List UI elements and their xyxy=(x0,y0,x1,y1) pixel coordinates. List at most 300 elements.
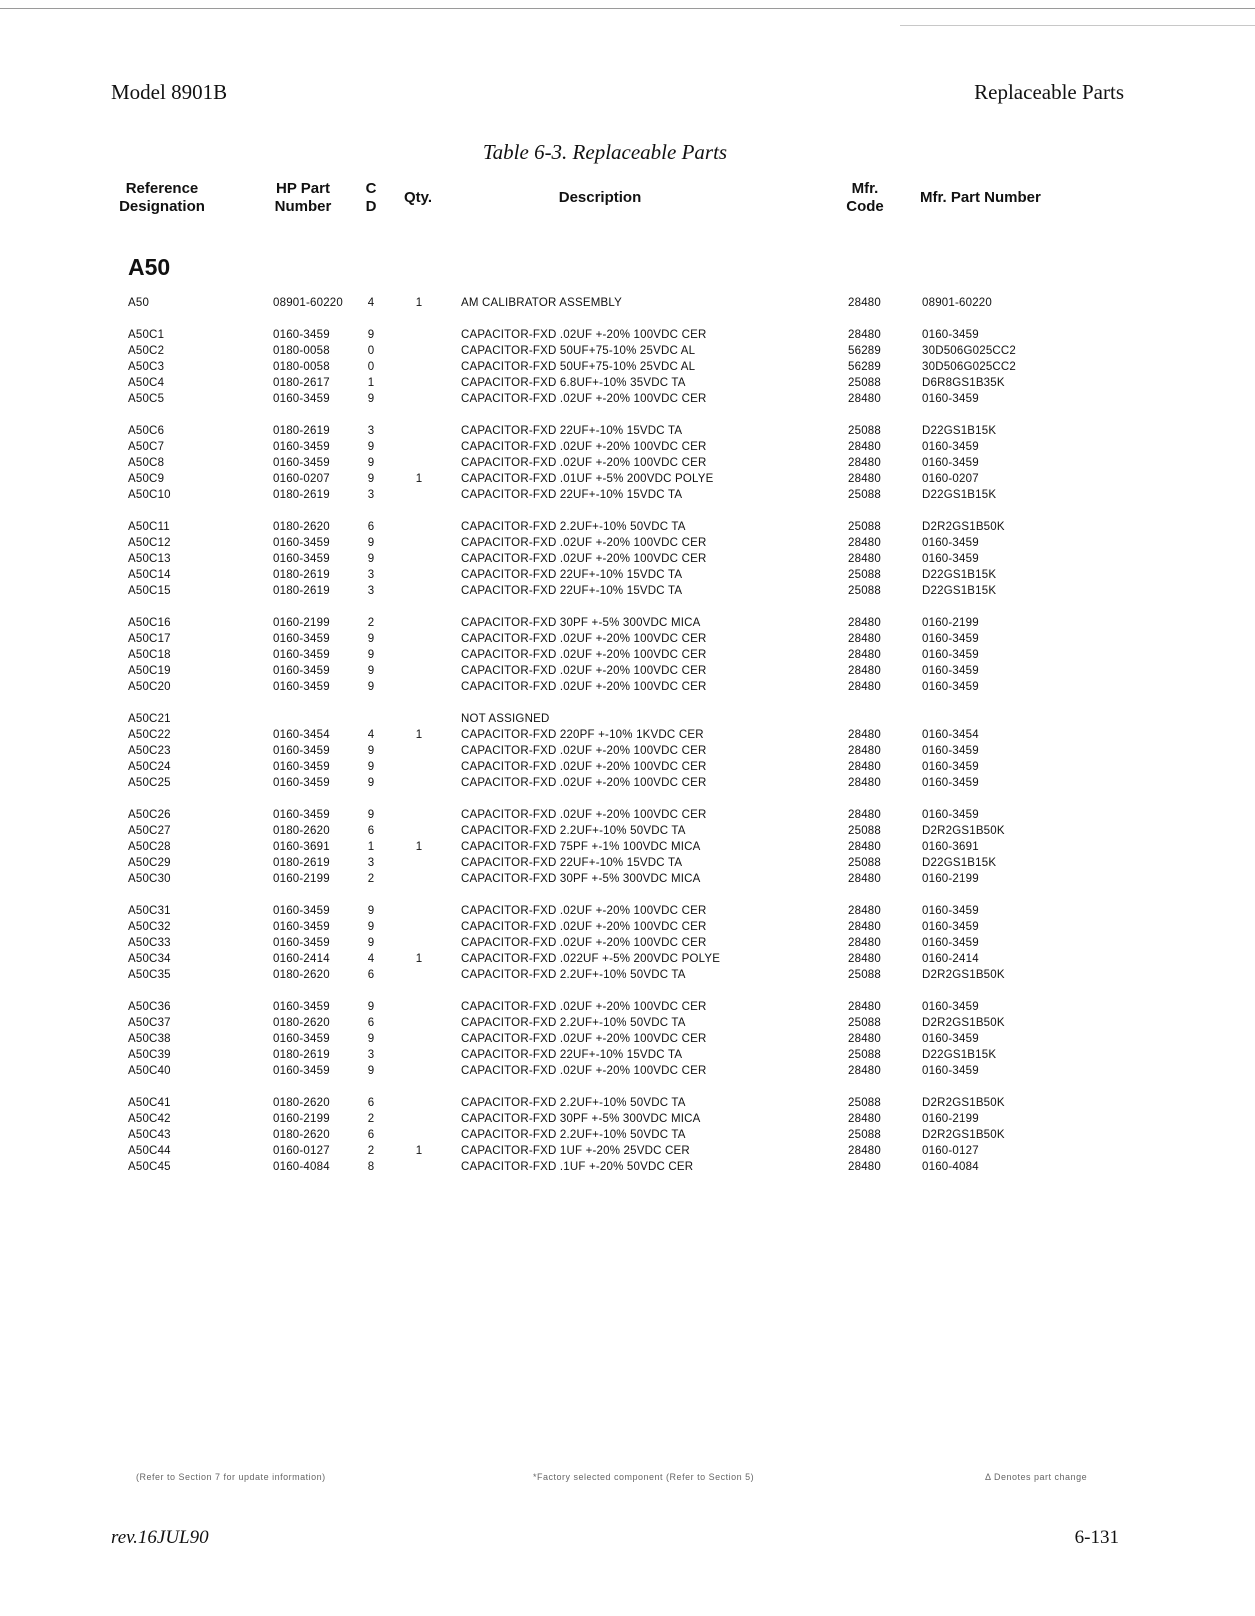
table-row xyxy=(0,663,1255,679)
check-digit: 4 xyxy=(367,953,375,965)
mfr-code: 25088 xyxy=(848,969,881,981)
mfr-part-number: 0160-3459 xyxy=(922,393,979,405)
mfr-code: 28480 xyxy=(848,649,881,661)
mfr-part-number: D22GS1B15K xyxy=(922,425,997,437)
check-digit: 9 xyxy=(367,809,375,821)
description: CAPACITOR-FXD .02UF +-20% 100VDC CER xyxy=(461,905,707,917)
table-row xyxy=(0,615,1255,631)
mfr-part-number: D2R2GS1B50K xyxy=(922,969,1005,981)
description: CAPACITOR-FXD 2.2UF+-10% 50VDC TA xyxy=(461,1129,686,1141)
table-row xyxy=(0,455,1255,471)
mfr-code: 25088 xyxy=(848,1129,881,1141)
table-row xyxy=(0,935,1255,951)
reference-designation: A50C35 xyxy=(128,969,171,981)
check-digit: 6 xyxy=(367,1097,375,1109)
mfr-code: 25088 xyxy=(848,377,881,389)
hp-part-number: 0160-3459 xyxy=(273,937,330,949)
header-section: Replaceable Parts xyxy=(974,80,1124,104)
reference-designation: A50C25 xyxy=(128,777,171,789)
description: CAPACITOR-FXD 75PF +-1% 100VDC MICA xyxy=(461,841,701,853)
hp-part-number: 0180-2619 xyxy=(273,1049,330,1061)
mfr-code: 28480 xyxy=(848,633,881,645)
table-row xyxy=(0,375,1255,391)
mfr-code: 25088 xyxy=(848,1049,881,1061)
footnote-factory-selected: *Factory selected component (Refer to Section 5) xyxy=(533,1472,755,1482)
check-digit: 2 xyxy=(367,1145,375,1157)
parts-list xyxy=(0,295,1255,1175)
mfr-part-number: D2R2GS1B50K xyxy=(922,1017,1005,1029)
quantity: 1 xyxy=(415,1145,423,1157)
reference-designation: A50C26 xyxy=(128,809,171,821)
hp-part-number: 0160-3459 xyxy=(273,553,330,565)
quantity: 1 xyxy=(415,729,423,741)
reference-designation: A50C45 xyxy=(128,1161,171,1173)
table-row xyxy=(0,1111,1255,1127)
hp-part-number: 0160-3459 xyxy=(273,633,330,645)
mfr-code: 25088 xyxy=(848,521,881,533)
hp-part-number: 0160-3459 xyxy=(273,393,330,405)
mfr-part-number: D22GS1B15K xyxy=(922,1049,997,1061)
hp-part-number: 0160-2199 xyxy=(273,617,330,629)
check-digit: 3 xyxy=(367,489,375,501)
check-digit: 0 xyxy=(367,345,375,357)
reference-designation: A50C9 xyxy=(128,473,165,485)
table-row xyxy=(0,647,1255,663)
footer-revision: rev.16JUL90 xyxy=(111,1527,209,1548)
reference-designation: A50C17 xyxy=(128,633,171,645)
mfr-part-number: 0160-3459 xyxy=(922,633,979,645)
description: CAPACITOR-FXD .02UF +-20% 100VDC CER xyxy=(461,1001,707,1013)
table-row xyxy=(0,583,1255,599)
hp-part-number: 0160-3459 xyxy=(273,777,330,789)
reference-designation: A50C32 xyxy=(128,921,171,933)
description: CAPACITOR-FXD .02UF +-20% 100VDC CER xyxy=(461,393,707,405)
mfr-part-number: 0160-0207 xyxy=(922,473,979,485)
mfr-part-number: 0160-3459 xyxy=(922,1001,979,1013)
table-row xyxy=(0,855,1255,871)
table-row xyxy=(0,343,1255,359)
mfr-code: 28480 xyxy=(848,809,881,821)
description: CAPACITOR-FXD .02UF +-20% 100VDC CER xyxy=(461,1065,707,1077)
table-row xyxy=(0,951,1255,967)
description: CAPACITOR-FXD .02UF +-20% 100VDC CER xyxy=(461,441,707,453)
hp-part-number: 0160-3459 xyxy=(273,1033,330,1045)
description: CAPACITOR-FXD 50UF+75-10% 25VDC AL xyxy=(461,345,696,357)
description: NOT ASSIGNED xyxy=(461,713,550,725)
mfr-part-number: D6R8GS1B35K xyxy=(922,377,1005,389)
hp-part-number: 0160-2199 xyxy=(273,873,330,885)
mfr-part-number: 0160-3459 xyxy=(922,809,979,821)
check-digit: 6 xyxy=(367,521,375,533)
reference-designation: A50C44 xyxy=(128,1145,171,1157)
hp-part-number: 0180-2620 xyxy=(273,969,330,981)
table-row xyxy=(0,1095,1255,1111)
reference-designation: A50C27 xyxy=(128,825,171,837)
reference-designation: A50C29 xyxy=(128,857,171,869)
hp-part-number: 0160-3459 xyxy=(273,329,330,341)
table-row xyxy=(0,967,1255,983)
reference-designation: A50C31 xyxy=(128,905,171,917)
reference-designation: A50C10 xyxy=(128,489,171,501)
mfr-part-number: D2R2GS1B50K xyxy=(922,825,1005,837)
mfr-code: 28480 xyxy=(848,617,881,629)
mfr-code: 28480 xyxy=(848,681,881,693)
hp-part-number: 0180-2620 xyxy=(273,521,330,533)
mfr-code: 28480 xyxy=(848,921,881,933)
hp-part-number: 0160-3459 xyxy=(273,457,330,469)
table-row xyxy=(0,1015,1255,1031)
mfr-part-number: 0160-3459 xyxy=(922,1065,979,1077)
hp-part-number: 0180-2619 xyxy=(273,425,330,437)
check-digit: 3 xyxy=(367,585,375,597)
hp-part-number: 0160-3459 xyxy=(273,665,330,677)
mfr-code: 28480 xyxy=(848,1033,881,1045)
mfr-part-number: 0160-2414 xyxy=(922,953,979,965)
col-header-mfr-code-line1: Mfr. xyxy=(851,180,879,197)
hp-part-number: 0160-2199 xyxy=(273,1113,330,1125)
table-title: Table 6-3. Replaceable Parts xyxy=(482,140,728,164)
description: CAPACITOR-FXD .02UF +-20% 100VDC CER xyxy=(461,761,707,773)
table-row xyxy=(0,519,1255,535)
mfr-code: 56289 xyxy=(848,345,881,357)
check-digit: 9 xyxy=(367,633,375,645)
col-header-mfr-code xyxy=(835,180,895,216)
check-digit: 6 xyxy=(367,969,375,981)
check-digit: 9 xyxy=(367,1065,375,1077)
table-row xyxy=(0,551,1255,567)
description: CAPACITOR-FXD 30PF +-5% 300VDC MICA xyxy=(461,617,701,629)
description: CAPACITOR-FXD 1UF +-20% 25VDC CER xyxy=(461,1145,690,1157)
check-digit: 6 xyxy=(367,825,375,837)
page-number: 6-131 xyxy=(1074,1527,1119,1548)
mfr-code: 28480 xyxy=(848,761,881,773)
reference-designation: A50C15 xyxy=(128,585,171,597)
description: CAPACITOR-FXD 2.2UF+-10% 50VDC TA xyxy=(461,969,686,981)
description: CAPACITOR-FXD .02UF +-20% 100VDC CER xyxy=(461,553,707,565)
hp-part-number: 0160-3459 xyxy=(273,1001,330,1013)
check-digit: 8 xyxy=(367,1161,375,1173)
mfr-code: 25088 xyxy=(848,1017,881,1029)
reference-designation: A50C43 xyxy=(128,1129,171,1141)
reference-designation: A50C41 xyxy=(128,1097,171,1109)
table-row xyxy=(0,679,1255,695)
mfr-code: 56289 xyxy=(848,361,881,373)
table-row xyxy=(0,775,1255,791)
col-header-mfr-code-line2: Code xyxy=(846,198,884,215)
table-row xyxy=(0,807,1255,823)
table-row xyxy=(0,823,1255,839)
table-row xyxy=(0,759,1255,775)
reference-designation: A50C22 xyxy=(128,729,171,741)
reference-designation: A50C3 xyxy=(128,361,165,373)
check-digit: 9 xyxy=(367,553,375,565)
check-digit: 2 xyxy=(367,1113,375,1125)
description: CAPACITOR-FXD 22UF+-10% 15VDC TA xyxy=(461,585,683,597)
check-digit: 9 xyxy=(367,649,375,661)
col-header-hp-part-line1: HP Part xyxy=(276,180,330,197)
mfr-part-number: D2R2GS1B50K xyxy=(922,1097,1005,1109)
hp-part-number: 0180-2620 xyxy=(273,1017,330,1029)
hp-part-number: 0180-2619 xyxy=(273,569,330,581)
mfr-code: 25088 xyxy=(848,857,881,869)
check-digit: 9 xyxy=(367,1033,375,1045)
mfr-part-number: 0160-3459 xyxy=(922,457,979,469)
mfr-part-number: 0160-3459 xyxy=(922,777,979,789)
mfr-part-number: 0160-3459 xyxy=(922,649,979,661)
description: CAPACITOR-FXD 2.2UF+-10% 50VDC TA xyxy=(461,1097,686,1109)
reference-designation: A50C24 xyxy=(128,761,171,773)
mfr-part-number: 0160-4084 xyxy=(922,1161,979,1173)
mfr-code: 28480 xyxy=(848,457,881,469)
mfr-code: 28480 xyxy=(848,441,881,453)
check-digit: 9 xyxy=(367,681,375,693)
description: CAPACITOR-FXD 22UF+-10% 15VDC TA xyxy=(461,857,683,869)
hp-part-number: 08901-60220 xyxy=(273,297,343,309)
hp-part-number: 0160-3459 xyxy=(273,441,330,453)
check-digit: 9 xyxy=(367,537,375,549)
col-header-cd-line2: D xyxy=(365,198,377,215)
mfr-part-number: D2R2GS1B50K xyxy=(922,1129,1005,1141)
hp-part-number: 0180-2620 xyxy=(273,1129,330,1141)
mfr-code: 28480 xyxy=(848,729,881,741)
check-digit: 9 xyxy=(367,441,375,453)
hp-part-number: 0160-3459 xyxy=(273,537,330,549)
mfr-code: 28480 xyxy=(848,745,881,757)
reference-designation: A50C6 xyxy=(128,425,165,437)
reference-designation: A50C7 xyxy=(128,441,165,453)
mfr-part-number: 0160-3459 xyxy=(922,537,979,549)
description: AM CALIBRATOR ASSEMBLY xyxy=(461,297,622,309)
mfr-part-number: 0160-3459 xyxy=(922,553,979,565)
top-rule xyxy=(0,8,1255,9)
description: CAPACITOR-FXD .02UF +-20% 100VDC CER xyxy=(461,777,707,789)
header-model: Model 8901B xyxy=(111,80,228,104)
reference-designation: A50C28 xyxy=(128,841,171,853)
description: CAPACITOR-FXD 2.2UF+-10% 50VDC TA xyxy=(461,1017,686,1029)
mfr-code: 28480 xyxy=(848,393,881,405)
table-row xyxy=(0,711,1255,727)
hp-part-number: 0160-3454 xyxy=(273,729,330,741)
mfr-code: 28480 xyxy=(848,841,881,853)
reference-designation: A50C40 xyxy=(128,1065,171,1077)
mfr-code: 25088 xyxy=(848,569,881,581)
hp-part-number: 0160-4084 xyxy=(273,1161,330,1173)
reference-designation: A50C4 xyxy=(128,377,165,389)
hp-part-number: 0160-3459 xyxy=(273,761,330,773)
table-row xyxy=(0,999,1255,1015)
mfr-code: 25088 xyxy=(848,1097,881,1109)
col-header-qty: Qty. xyxy=(403,189,433,206)
table-row xyxy=(0,295,1255,311)
col-header-cd xyxy=(361,180,381,216)
check-digit: 6 xyxy=(367,1129,375,1141)
quantity: 1 xyxy=(415,841,423,853)
mfr-part-number: 0160-2199 xyxy=(922,617,979,629)
description: CAPACITOR-FXD .02UF +-20% 100VDC CER xyxy=(461,457,707,469)
mfr-part-number: 0160-3459 xyxy=(922,329,979,341)
description: CAPACITOR-FXD 2.2UF+-10% 50VDC TA xyxy=(461,825,686,837)
section-title: A50 xyxy=(128,254,171,280)
reference-designation: A50C1 xyxy=(128,329,165,341)
check-digit: 9 xyxy=(367,761,375,773)
mfr-part-number: 0160-3459 xyxy=(922,1033,979,1045)
hp-part-number: 0160-0127 xyxy=(273,1145,330,1157)
check-digit: 9 xyxy=(367,921,375,933)
table-row xyxy=(0,727,1255,743)
description: CAPACITOR-FXD 2.2UF+-10% 50VDC TA xyxy=(461,521,686,533)
description: CAPACITOR-FXD .02UF +-20% 100VDC CER xyxy=(461,681,707,693)
mfr-part-number: D22GS1B15K xyxy=(922,569,997,581)
description: CAPACITOR-FXD .02UF +-20% 100VDC CER xyxy=(461,649,707,661)
mfr-part-number: 0160-0127 xyxy=(922,1145,979,1157)
check-digit: 2 xyxy=(367,873,375,885)
table-row xyxy=(0,871,1255,887)
table-row xyxy=(0,423,1255,439)
hp-part-number: 0160-3459 xyxy=(273,905,330,917)
check-digit: 9 xyxy=(367,665,375,677)
description: CAPACITOR-FXD 220PF +-10% 1KVDC CER xyxy=(461,729,704,741)
description: CAPACITOR-FXD 22UF+-10% 15VDC TA xyxy=(461,489,683,501)
check-digit: 9 xyxy=(367,1001,375,1013)
mfr-part-number: D22GS1B15K xyxy=(922,489,997,501)
hp-part-number: 0180-2619 xyxy=(273,489,330,501)
col-header-cd-line1: C xyxy=(365,180,377,197)
table-row xyxy=(0,1127,1255,1143)
reference-designation: A50C12 xyxy=(128,537,171,549)
check-digit: 9 xyxy=(367,745,375,757)
mfr-part-number: 0160-3459 xyxy=(922,681,979,693)
mfr-code: 28480 xyxy=(848,1113,881,1125)
description: CAPACITOR-FXD .02UF +-20% 100VDC CER xyxy=(461,537,707,549)
mfr-code: 28480 xyxy=(848,777,881,789)
mfr-code: 28480 xyxy=(848,953,881,965)
check-digit: 1 xyxy=(367,377,375,389)
mfr-code: 28480 xyxy=(848,553,881,565)
mfr-code: 28480 xyxy=(848,937,881,949)
hp-part-number: 0160-3691 xyxy=(273,841,330,853)
mfr-code: 28480 xyxy=(848,297,881,309)
mfr-part-number: 0160-3459 xyxy=(922,921,979,933)
hp-part-number: 0160-3459 xyxy=(273,921,330,933)
check-digit: 9 xyxy=(367,329,375,341)
table-row xyxy=(0,903,1255,919)
check-digit: 1 xyxy=(367,841,375,853)
reference-designation: A50C23 xyxy=(128,745,171,757)
description: CAPACITOR-FXD .02UF +-20% 100VDC CER xyxy=(461,745,707,757)
table-row xyxy=(0,743,1255,759)
mfr-code: 28480 xyxy=(848,905,881,917)
col-header-hp-part xyxy=(263,180,343,216)
check-digit: 2 xyxy=(367,617,375,629)
check-digit: 9 xyxy=(367,777,375,789)
hp-part-number: 0180-2617 xyxy=(273,377,330,389)
description: CAPACITOR-FXD 30PF +-5% 300VDC MICA xyxy=(461,1113,701,1125)
mfr-code: 28480 xyxy=(848,473,881,485)
hp-part-number: 0160-3459 xyxy=(273,745,330,757)
reference-designation: A50C38 xyxy=(128,1033,171,1045)
mfr-code: 28480 xyxy=(848,1001,881,1013)
reference-designation: A50C11 xyxy=(128,521,170,533)
quantity: 1 xyxy=(415,953,423,965)
reference-designation: A50C19 xyxy=(128,665,171,677)
check-digit: 9 xyxy=(367,457,375,469)
hp-part-number: 0160-0207 xyxy=(273,473,330,485)
description: CAPACITOR-FXD 30PF +-5% 300VDC MICA xyxy=(461,873,701,885)
mfr-part-number: 30D506G025CC2 xyxy=(922,361,1017,373)
table-row xyxy=(0,471,1255,487)
hp-part-number: 0160-3459 xyxy=(273,1065,330,1077)
description: CAPACITOR-FXD .02UF +-20% 100VDC CER xyxy=(461,1033,707,1045)
mfr-part-number: 0160-3454 xyxy=(922,729,979,741)
reference-designation: A50C20 xyxy=(128,681,171,693)
reference-designation: A50C30 xyxy=(128,873,171,885)
table-row xyxy=(0,839,1255,855)
mfr-part-number: 0160-3459 xyxy=(922,761,979,773)
reference-designation: A50C8 xyxy=(128,457,165,469)
mfr-part-number: 0160-3459 xyxy=(922,441,979,453)
mfr-part-number: D22GS1B15K xyxy=(922,585,997,597)
description: CAPACITOR-FXD .02UF +-20% 100VDC CER xyxy=(461,921,707,933)
hp-part-number: 0180-2620 xyxy=(273,1097,330,1109)
quantity: 1 xyxy=(415,473,423,485)
mfr-code: 28480 xyxy=(848,537,881,549)
check-digit: 6 xyxy=(367,1017,375,1029)
mfr-code: 28480 xyxy=(848,329,881,341)
hp-part-number: 0160-2414 xyxy=(273,953,330,965)
mfr-part-number: 30D506G025CC2 xyxy=(922,345,1017,357)
hp-part-number: 0160-3459 xyxy=(273,649,330,661)
check-digit: 4 xyxy=(367,297,375,309)
reference-designation: A50C21 xyxy=(128,713,171,725)
table-row xyxy=(0,631,1255,647)
hp-part-number: 0180-2619 xyxy=(273,857,330,869)
check-digit: 4 xyxy=(367,729,375,741)
hp-part-number: 0160-3459 xyxy=(273,681,330,693)
description: CAPACITOR-FXD 22UF+-10% 15VDC TA xyxy=(461,569,683,581)
table-row xyxy=(0,327,1255,343)
mfr-part-number: 0160-3459 xyxy=(922,905,979,917)
top-rule-secondary xyxy=(900,25,1255,26)
footnote-update-info: (Refer to Section 7 for update information) xyxy=(136,1472,326,1482)
description: CAPACITOR-FXD .02UF +-20% 100VDC CER xyxy=(461,937,707,949)
mfr-part-number: 0160-2199 xyxy=(922,873,979,885)
mfr-part-number: D22GS1B15K xyxy=(922,857,997,869)
mfr-code: 25088 xyxy=(848,489,881,501)
description: CAPACITOR-FXD .02UF +-20% 100VDC CER xyxy=(461,809,707,821)
mfr-code: 28480 xyxy=(848,873,881,885)
table-row xyxy=(0,439,1255,455)
description: CAPACITOR-FXD 6.8UF+-10% 35VDC TA xyxy=(461,377,686,389)
mfr-code: 28480 xyxy=(848,1065,881,1077)
col-header-description: Description xyxy=(558,189,642,206)
description: CAPACITOR-FXD 22UF+-10% 15VDC TA xyxy=(461,425,683,437)
mfr-part-number: 0160-2199 xyxy=(922,1113,979,1125)
reference-designation: A50C14 xyxy=(128,569,171,581)
mfr-code: 25088 xyxy=(848,825,881,837)
mfr-code: 28480 xyxy=(848,1145,881,1157)
mfr-part-number: 0160-3691 xyxy=(922,841,979,853)
quantity: 1 xyxy=(415,297,423,309)
table-row xyxy=(0,919,1255,935)
table-row xyxy=(0,1031,1255,1047)
reference-designation: A50C39 xyxy=(128,1049,171,1061)
col-header-hp-part-line2: Number xyxy=(274,198,332,215)
table-row xyxy=(0,1047,1255,1063)
description: CAPACITOR-FXD 50UF+75-10% 25VDC AL xyxy=(461,361,696,373)
mfr-code: 25088 xyxy=(848,585,881,597)
table-row xyxy=(0,487,1255,503)
reference-designation: A50C42 xyxy=(128,1113,171,1125)
